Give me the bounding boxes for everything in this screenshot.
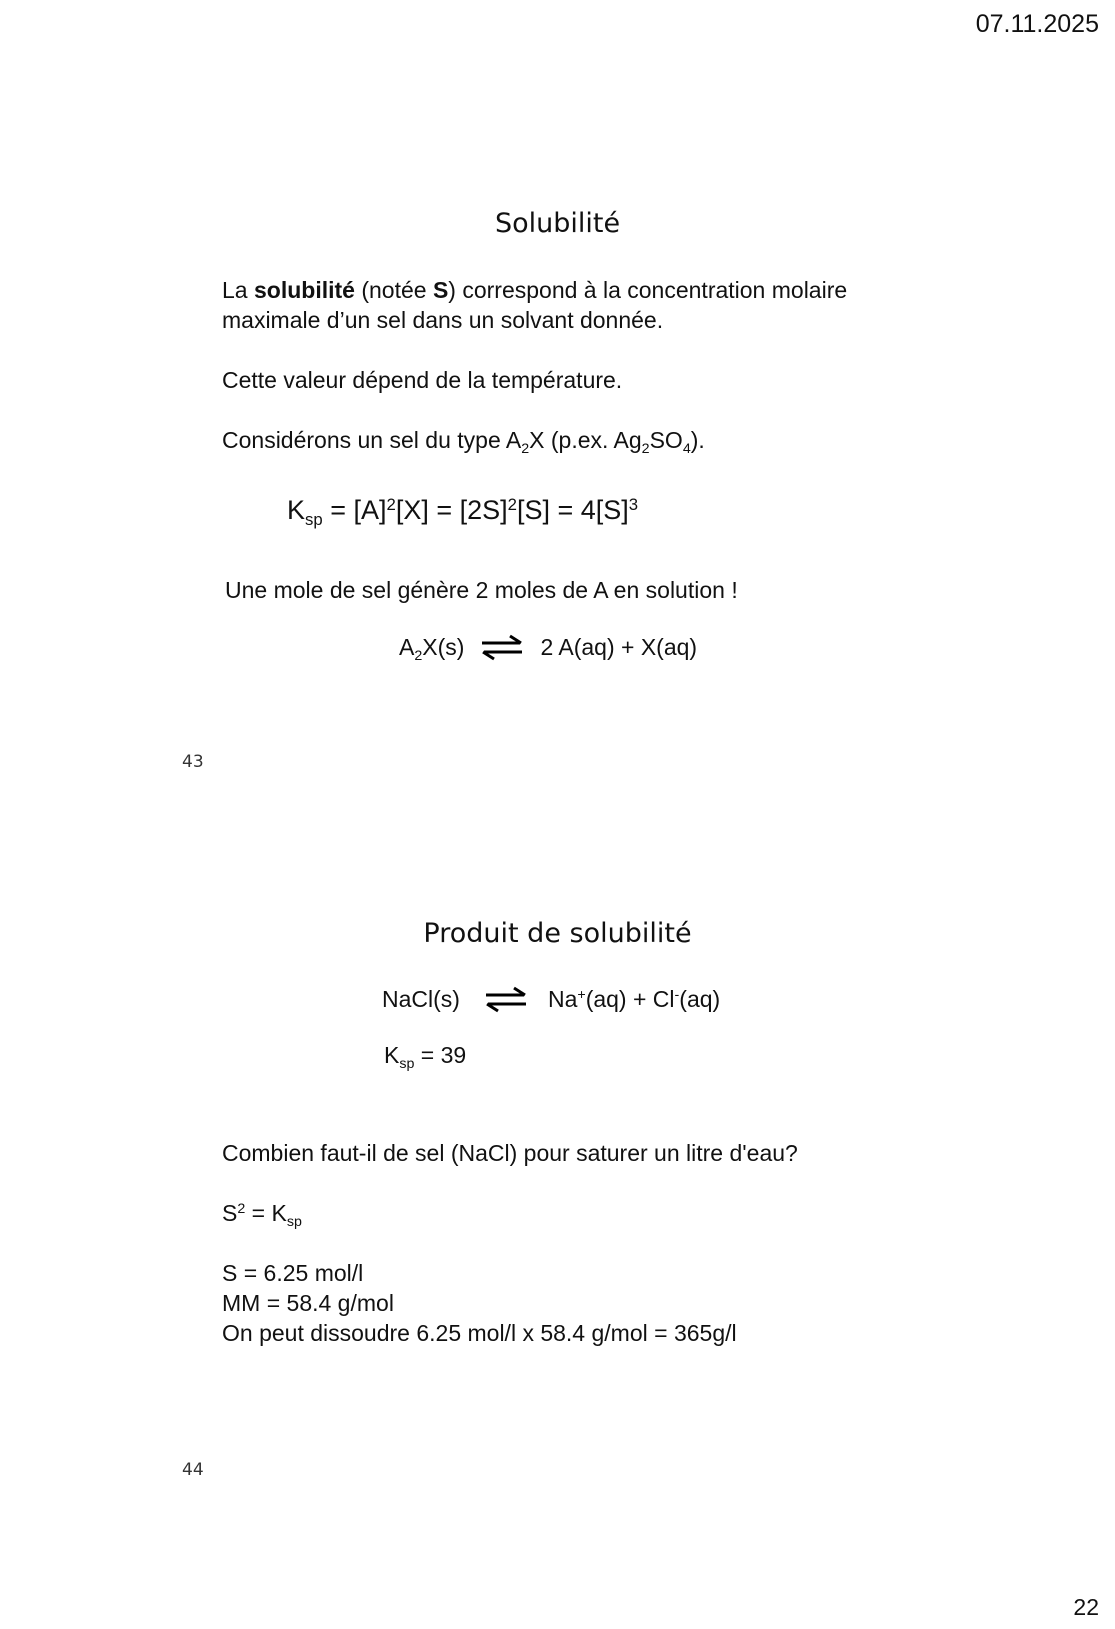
solubility-value: S = 6.25 mol/l bbox=[222, 1260, 364, 1286]
equilibrium-left: $A_2X(s)$ bbox=[399, 633, 465, 664]
definition-line-1: La solubilité (notée S) correspond à la concentration molaire bbox=[222, 277, 848, 303]
salt-type-text: Considérons un sel du type $A_2X$ (p.ex. $Ag_2SO_4$). bbox=[222, 427, 705, 457]
equilibrium-a2x bbox=[399, 633, 698, 664]
term-solubilite: solubilité bbox=[253, 277, 355, 303]
document-date: 07.11.2025 bbox=[975, 10, 1099, 38]
equilibrium-right: 2 A(aq) + X(aq) bbox=[540, 633, 698, 660]
term-s: S bbox=[432, 277, 449, 303]
equilibrium-arrows-icon bbox=[482, 985, 530, 1013]
page-number: 22 bbox=[1073, 1594, 1099, 1620]
equilibrium-left: NaCl(s) bbox=[382, 985, 460, 1012]
s-squared-equation: $S^2 = K_{sp}$ bbox=[222, 1200, 302, 1230]
equilibrium-arrows-icon bbox=[478, 633, 526, 661]
ksp-value: $K_{sp} = 39$ bbox=[384, 1042, 467, 1072]
dissolution-result: On peut dissoudre 6.25 mol/l x 58.4 g/mol = 365g/l bbox=[222, 1320, 737, 1346]
slide-title-solubilite: Solubilité bbox=[494, 208, 621, 239]
calculation-block bbox=[222, 1258, 737, 1348]
ksp-formula: $K_{sp} = [A]^2[X] = [2S]^2[S] = 4[S]^3$ bbox=[287, 494, 639, 529]
temperature-note: Cette valeur dépend de la température. bbox=[222, 367, 623, 393]
solubility-definition bbox=[222, 275, 847, 335]
equilibrium-nacl bbox=[382, 985, 720, 1013]
mole-note: Une mole de sel génère 2 moles de A en solution ! bbox=[225, 577, 738, 603]
molar-mass-value: MM = 58.4 g/mol bbox=[222, 1290, 394, 1316]
saturation-question: Combien faut-il de sel (NaCl) pour saturer un litre d'eau? bbox=[222, 1140, 798, 1166]
definition-line-2: maximale d’un sel dans un solvant donnée. bbox=[222, 307, 664, 333]
slide-number-44: 44 bbox=[182, 1460, 204, 1480]
slide-number-43: 43 bbox=[182, 752, 204, 772]
slide-title-produit-de-solubilite: Produit de solubilité bbox=[423, 918, 692, 949]
equilibrium-right: Na+(aq) + Cl-(aq) bbox=[547, 985, 721, 1012]
